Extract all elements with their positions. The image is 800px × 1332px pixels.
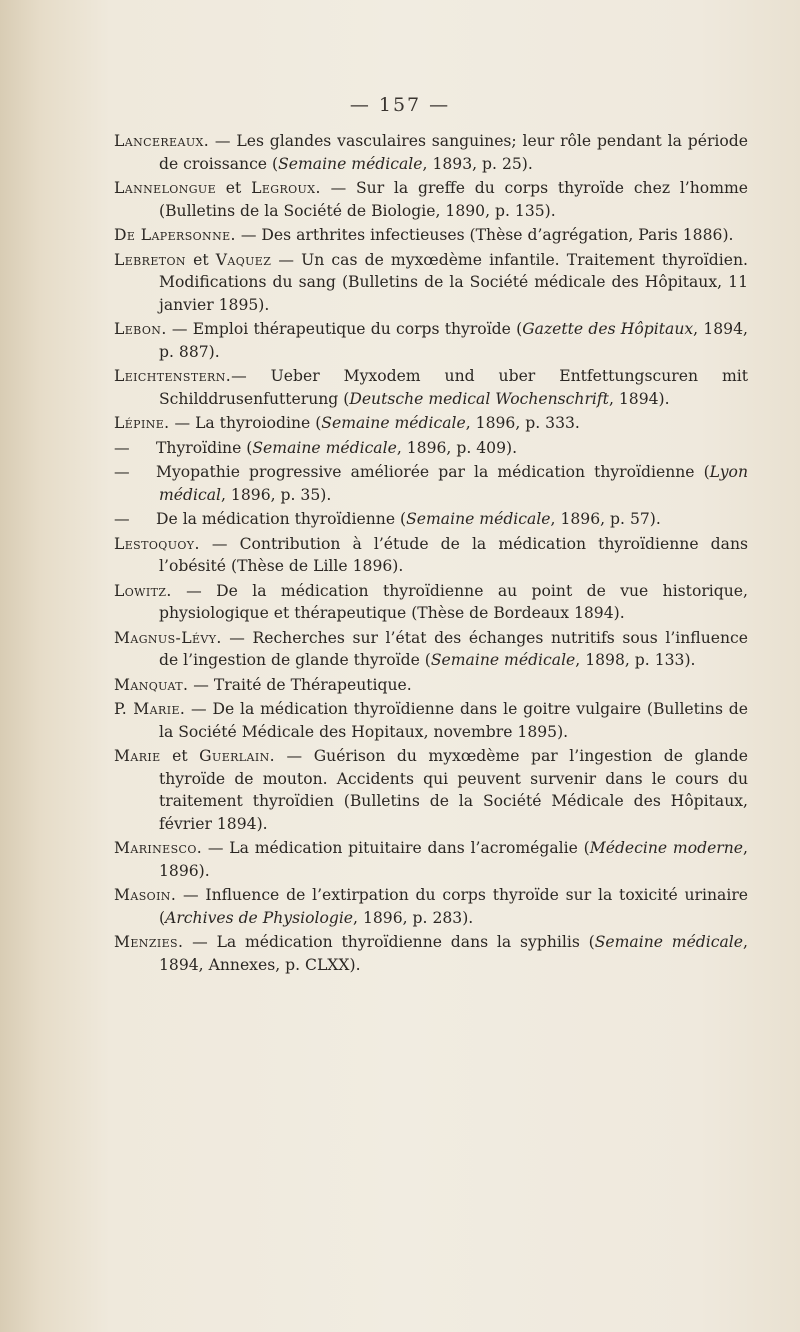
entry-conjunction: et [185,250,216,269]
entry-dash: — [231,367,271,385]
entry-text: De la médication thyroïdienne dans le goitre vulgaire (Bulletins de la Société Médicale des Hopitaux, novembre 1895). [159,700,748,741]
entry-text: , 1896). [159,839,749,880]
entry-text: La médication pituitaire dans l’acromégalie ( [229,839,590,857]
entry-journal-title: Médecine moderne [589,839,744,857]
entry-text: Guérison du myxœdème par l’ingestion de glande thyroïde de mouton. Accidents qui peuvent survenir dans le cours du traitement thyroïdien (Bulletins de la Société Médicale des Hôpitaux, février 1894). [159,747,748,833]
entry-text: , 1896, p. 35). [221,485,332,504]
entry-dash: — [209,132,237,150]
entry-dash: — [202,839,230,857]
entry-text: , 1894, Annexes, p. CLXX). [159,933,748,974]
entry-dash: — [188,675,214,694]
bibliography-entry [114,837,748,882]
entry-text: La médication thyroïdienne dans la syphilis ( [216,933,595,951]
entry-dash: — [183,933,217,951]
entry-author: Guerlain. [199,747,275,765]
bibliography-entry [114,580,748,625]
entry-author: Manquat. [114,675,189,694]
entry-journal-title: Semaine médicale [406,510,551,528]
entry-journal-title: Semaine médicale [430,651,576,669]
bibliography-entry [114,674,748,697]
entry-conjunction: et [160,747,200,765]
bibliography-entry [114,224,748,247]
entry-author: Lépine. [114,414,170,432]
entry-dash: — [271,250,302,269]
entry-text: , 1894). [608,389,670,408]
entry-journal-title: Semaine médicale [594,933,744,951]
bibliography-list [114,130,748,978]
entry-text: De la médication thyroïdienne au point de vue historique, physiologique et thérapeutique (Thèse de Bordeaux 1894). [159,581,748,622]
entry-author: Marie [114,747,161,765]
bibliography-entry [114,249,748,317]
entry-dash: — [320,179,356,197]
entry-author: Leichtenstern. [114,367,232,385]
entry-dash: — [199,534,240,553]
entry-text: Les glandes vasculaires sanguines; leur rôle pendant la période de croissance ( [159,132,748,173]
bibliography-entry [114,884,748,929]
entry-text: , 1893, p. 25). [422,154,533,173]
entry-author: Marinesco. [114,839,203,857]
entry-text: Des arthrites infectieuses (Thèse d’agrégation, Paris 1886). [261,226,734,244]
entry-author: Lowitz. [114,581,172,600]
entry-text: Myopathie progressive améliorée par la médication thyroïdienne ( [156,463,710,481]
bibliography-entry [114,698,748,743]
entry-text: Recherches sur l’état des échanges nutritifs sous l’influence de l’ingestion de glande thyroïde ( [159,628,748,669]
entry-dash: — [275,747,314,765]
bibliography-entry [114,437,748,460]
entry-author: Legroux. [251,179,321,197]
entry-author: Lancereaux. [114,132,210,150]
entry-author: Lebreton [114,250,186,269]
entry-text: Un cas de myxœdème infantile. Traitement thyroïdien. Modifications du sang (Bulletins de la Société médicale des Hôpitaux, 11 janvier 1895). [159,250,748,314]
entry-journal-title: Gazette des Hôpitaux [522,320,694,338]
entry-text: Sur la greffe du corps thyroïde chez l’homme (Bulletins de la Société de Biologie, 1890, p. 135). [159,179,748,220]
entry-text: Emploi thérapeutique du corps thyroïde ( [192,320,523,338]
bibliography-entry [114,533,748,578]
ditto-mark: — [114,463,130,481]
entry-journal-title: Semaine médicale [278,154,423,173]
bibliography-entry [114,365,748,410]
entry-text: La thyroiodine ( [195,414,322,432]
entry-dash: — [169,414,196,432]
entry-text: Thyroïdine ( [156,438,253,457]
entry-dash: — [221,628,253,647]
bibliography-entry [114,177,748,222]
bibliography-entry [114,627,748,672]
entry-author: De Lapersonne. [114,226,236,244]
ditto-mark: — [114,510,130,528]
page-number: — 157 — [349,94,451,116]
entry-journal-title: Lyon médical [159,463,748,504]
entry-dash: — [166,320,193,338]
entry-text: Contribution à l’étude de la médication thyroïdienne dans l’obésité (Thèse de Lille 1896). [159,534,748,575]
entry-text: , 1896, p. 283). [353,908,474,927]
bibliography-entry [114,931,748,976]
entry-text: Ueber Myxodem und uber Entfettungscuren mit Schilddrusenfutterung ( [159,367,748,408]
entry-author: Menzies. [114,933,184,951]
entry-journal-title: Semaine médicale [252,438,397,457]
entry-dash: — [185,700,213,718]
entry-author: Masoin. [114,886,177,904]
entry-dash: — [176,886,206,904]
entry-dash: — [171,581,217,600]
bibliography-entry [114,745,748,835]
entry-text: , 1898, p. 133). [575,651,696,669]
entry-text: Traité de Thérapeutique. [213,675,412,694]
entry-text: , 1896, p. 333. [465,414,580,432]
entry-journal-title: Archives de Physiologie [165,908,354,927]
entry-text: , 1896, p. 57). [550,510,661,528]
bibliography-entry [114,130,748,175]
entry-author: Vaquez [215,250,272,269]
bibliography-entry [114,461,748,506]
entry-dash: — [235,226,262,244]
entry-text: , 1896, p. 409). [396,438,518,457]
bibliography-entry [114,318,748,363]
entry-text: De la médication thyroïdienne ( [156,510,407,528]
entry-journal-title: Deutsche medical Wochenschrift [349,389,609,408]
entry-author: Lebon. [114,320,167,338]
entry-author: Lestoquoy. [114,534,200,553]
bibliography-entry [114,508,748,531]
bibliography-entry [114,412,748,435]
entry-author: P. Marie. [114,700,186,718]
entry-author: Magnus-Lévy. [114,628,222,647]
entry-journal-title: Semaine médicale [321,414,466,432]
entry-author: Lannelongue [114,179,217,197]
entry-text: , 1894, p. 887). [159,320,748,361]
entry-text: Influence de l’extirpation du corps thyroïde sur la toxicité urinaire ( [159,886,749,927]
entry-conjunction: et [216,179,252,197]
ditto-mark: — [114,438,130,457]
